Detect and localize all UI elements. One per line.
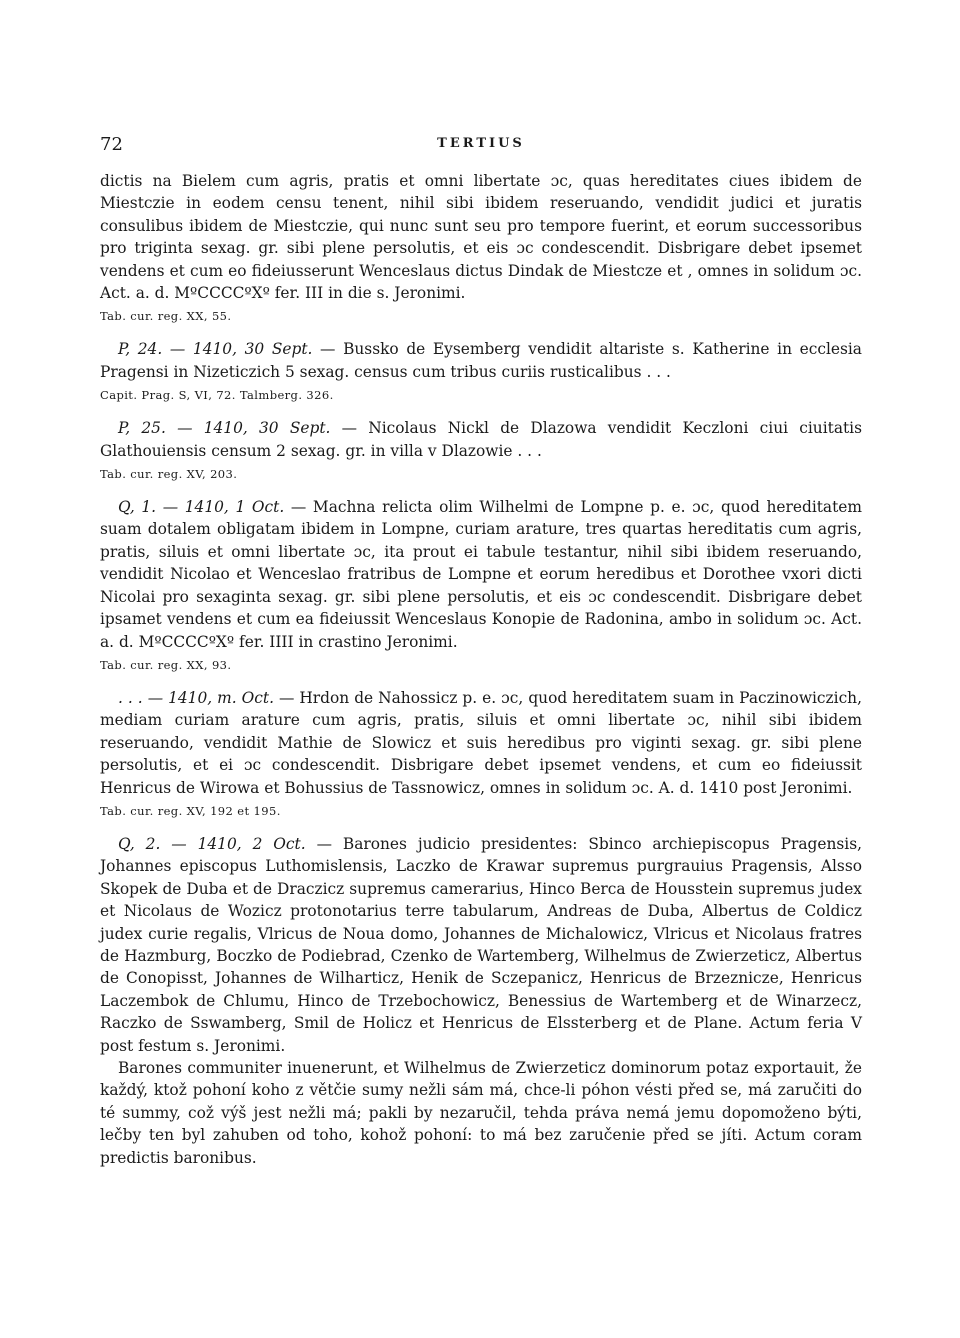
entry-head: Q, 2. — 1410, 2 Oct. [118, 834, 306, 853]
entry-head: . . . — 1410, m. Oct. [118, 688, 274, 707]
entry [100, 338, 862, 383]
entry-head: Q, 1. — 1410, 1 Oct. [118, 498, 285, 517]
entry-text: dictis na Bielem cum agris, pratis et omni libertate ɔc, quas hereditates ciues ibidem de Miestczie in eodem censu tenent, nihil sibi ibidem reseruando, vendidit judici et juratis consulibus ibidem de Miestczie, qui nunc sunt seu pro tempore fuerint, et eorum successoribus pro triginta sexag. gr. sibi plene persolutis, et eis ɔc condescendit. Disbrigare debet ipsemet vendens et cum eo fideiusserunt Wenceslaus dictus Dindak de Miestcze et , omnes in solidum ɔc. Act. a. d. MºCCCCºXº fer. III in die s. Jeronimi. [100, 172, 862, 303]
document-page [100, 134, 862, 1169]
entry-source: Tab. cur. reg. XV, 192 et 195. [100, 803, 281, 818]
entry [100, 687, 862, 799]
entry-head: P, 25. — 1410, 30 Sept. [118, 419, 331, 438]
entry [100, 496, 862, 653]
entry-continuation: Barones communiter inuenerunt, et Wilhelmus de Zwierzeticz dominorum potaz exportauit, že každý, ktož pohoní koho z větčie sumy nežli sám má, chce-li póhon vésti před se, má zaručiti do té summy, což výš jest nežli má; pakli by nezaručil, tehda práva nemá jemu dopomoženo býti, lečby ten byl zahuben od toho, kohož pohoní: to má bez zaručenie před se jíti. Actum coram predictis baronibus. [100, 1059, 862, 1167]
entry-head: P, 24. — 1410, 30 Sept. [118, 340, 313, 359]
running-head: TERTIUS [437, 136, 525, 151]
entry-text: — Barones judicio presidentes: Sbinco archiepiscopus Pragensis, Johannes episcopus Luthomislensis, Laczko de Krawar supremus purgrauius Pragensis, Alsso Skopek de Duba et de Draczicz supremus camerarius, Hinco Berca de Housstein supremus judex et Nicolaus de Wozicz protonotarius terre tabularum, Andreas de Duba, Albertus de Coldicz judex curie regalis, Vlricus de Noua domo, Johannes de Michalowicz, Vlricus et Nicolaus fratres de Hazmburg, Boczko de Podiebrad, Czenko de Wartemberg, Wilhelmus de Zwierzeticz, Albertus de Conopisst, Johannes de Wilharticz, Henik de Sczepanicz, Henricus de Brzeznicze, Henricus Laczembok de Chlumu, Hinco de Trzebochowicz, Benessius de Wartemberg et de Winarzecz, Raczko de Sswamberg, Smil de Holicz et Henricus de Elssterberg et de Plane. Actum feria V post festum s. Jeronimi. [100, 834, 862, 1055]
entry-text: — Machna relicta olim Wilhelmi de Lompne p. e. ɔc, quod hereditatem suam dotalem obligatam ibidem in Lompne, curiam arature, tres quartas hereditatis cum agris, pratis, siluis et omni libertate ɔc, ita prout ei tabule testantur, nihil sibi ibidem reseruando, vendidit Nicolao et Wenceslao fratribus de Lompne et eorum heredibus et Dorothee vxori dicti Nicolai pro sexaginta sexag. gr. sibi plene persolutis, et eis ɔc condescendit. Disbrigare debet ipsamet vendens et cum ea fideiussit Wenceslaus Konopie de Radonina, ambo in solidum ɔc. Act. a. d. MºCCCCºXº fer. IIII in crastino Jeronimi. [100, 498, 862, 651]
entry-text: — Bussko de Eysemberg vendidit altariste s. Katherine in ecclesia Pragensi in Nizeticzich 5 sexag. census cum tribus curiis rusticalibus . . . [100, 340, 862, 381]
entry-source: Tab. cur. reg. XX, 55. [100, 309, 232, 324]
entry-source: Tab. cur. reg. XV, 203. [100, 467, 238, 482]
entry [100, 833, 862, 1057]
entry-source: Capit. Prag. S, VI, 72. Talmberg. 326. [100, 388, 334, 403]
entry [100, 417, 862, 462]
page-number: 72 [100, 134, 123, 155]
page-header [100, 134, 862, 170]
entry-text: — Nicolaus Nickl de Dlazowa vendidit Keczloni ciui ciuitatis Glathouiensis censum 2 sexag. gr. in villa v Dlazowie . . . [100, 419, 862, 460]
entry-text: — Hrdon de Nahossicz p. e. ɔc, quod hereditatem suam in Paczinowiczich, mediam curiam arature cum agris, pratis, siluis et omni libertate ɔc, nihil sibi ibidem reseruando, vendidit Mathie de Slowicz et suis heredibus pro viginti sexag. gr. sibi plene persolutis, et ei ɔc condescendit. Disbrigare debet ipsemet vendens, et cum eo fideiussit Henricus de Wirowa et Bohussius de Tassnowicz, omnes in solidum ɔc. A. d. 1410 post Jeronimi. [100, 688, 862, 797]
entry-source: Tab. cur. reg. XX, 93. [100, 657, 232, 672]
